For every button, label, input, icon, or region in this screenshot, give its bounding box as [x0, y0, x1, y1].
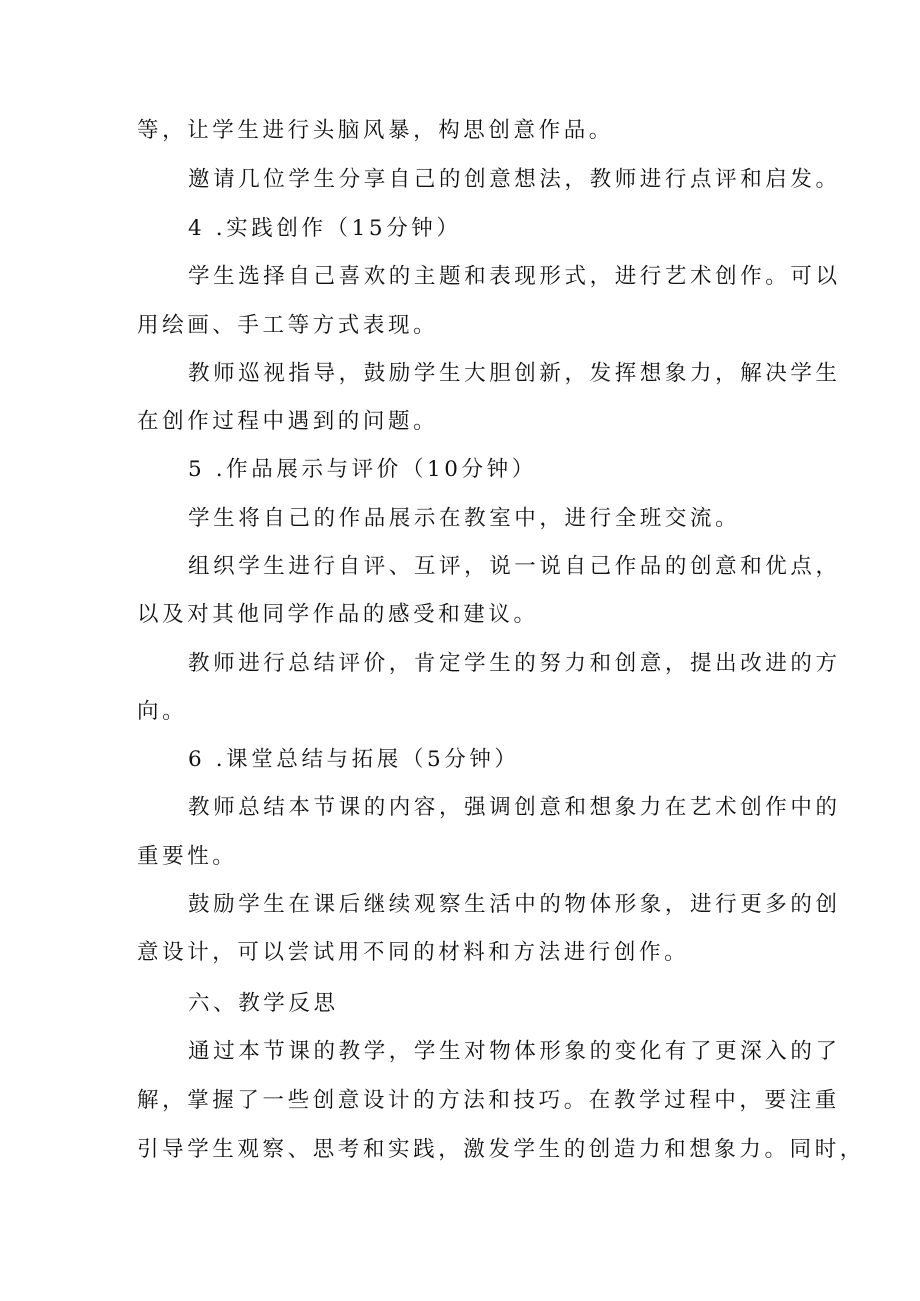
- text-line: 解，掌握了一些创意设计的方法和技巧。在教学过程中，要注重: [137, 1088, 840, 1113]
- text-line: 教师进行总结评价，肯定学生的努力和创意，提出改进的方: [188, 651, 841, 676]
- text-line: 教师巡视指导，鼓励学生大胆创新，发挥想象力，解决学生: [188, 361, 841, 386]
- text-line: 组织学生进行自评、互评，说一说自己作品的创意和优点，: [188, 554, 841, 579]
- text-line: 重要性。: [137, 844, 238, 869]
- section-heading: 5 .作品展示与评价（10分钟）: [188, 457, 537, 482]
- text-line: 等，让学生进行头脑风暴，构思创意作品。: [137, 118, 614, 143]
- text-line: 在创作过程中遇到的问题。: [137, 409, 439, 434]
- text-line: 用绘画、手工等方式表现。: [137, 313, 439, 338]
- section-heading: 4 .实践创作（15分钟）: [188, 216, 462, 241]
- text-line: 引导学生观察、思考和实践，激发学生的创造力和想象力。同时，: [137, 1137, 865, 1162]
- text-line: 学生将自己的作品展示在教室中，进行全班交流。: [188, 506, 741, 531]
- text-line: 学生选择自己喜欢的主题和表现形式，进行艺术创作。可以: [188, 264, 841, 289]
- text-line: 通过本节课的教学，学生对物体形象的变化有了更深入的了: [188, 1039, 841, 1064]
- text-line: 以及对其他同学作品的感受和建议。: [137, 602, 539, 627]
- section-heading: 六、教学反思: [188, 991, 339, 1016]
- text-line: 教师总结本节课的内容，强调创意和想象力在艺术创作中的: [188, 795, 841, 820]
- text-line: 意设计，可以尝试用不同的材料和方法进行创作。: [137, 940, 690, 965]
- text-line: 鼓励学生在课后继续观察生活中的物体形象，进行更多的创: [188, 892, 841, 917]
- text-line: 邀请几位学生分享自己的创意想法，教师进行点评和启发。: [188, 167, 841, 192]
- section-heading: 6 .课堂总结与拓展（5分钟）: [188, 747, 520, 772]
- text-line: 向。: [137, 699, 188, 724]
